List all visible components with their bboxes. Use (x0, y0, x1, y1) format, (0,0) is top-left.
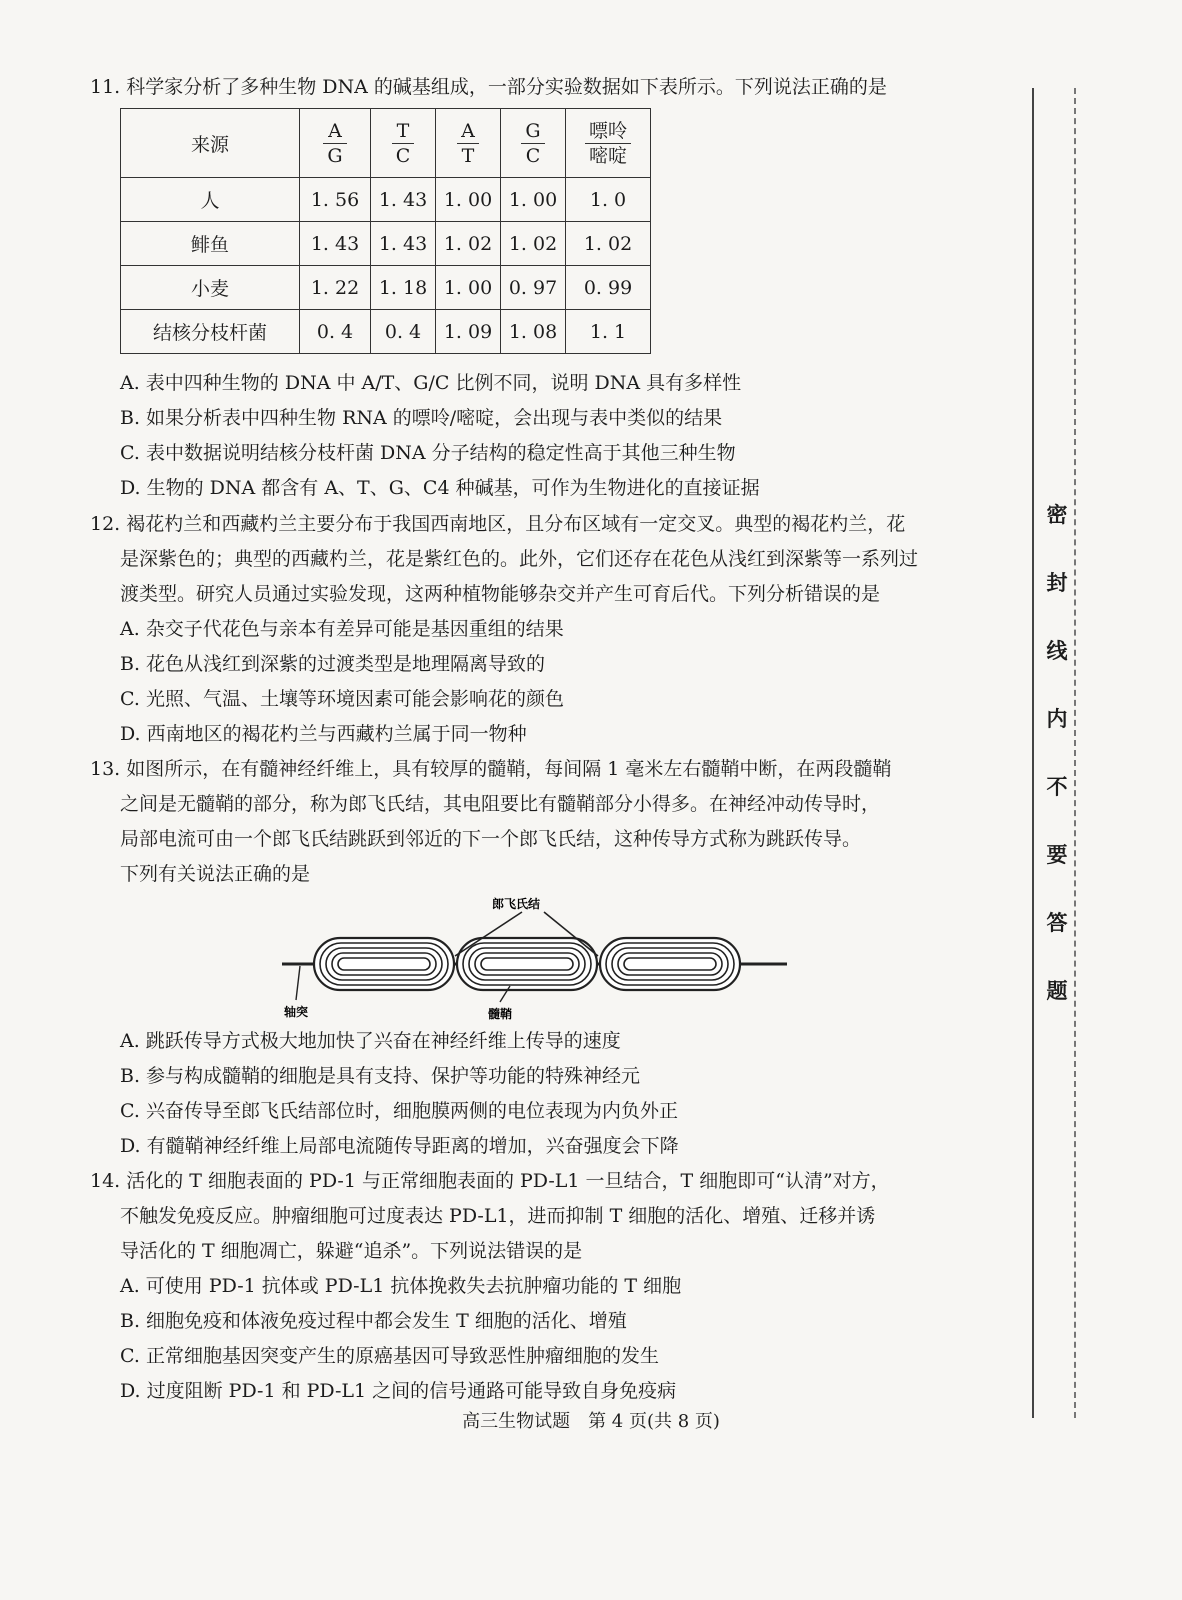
table-cell: 0. 97 (501, 266, 566, 310)
header-purine-pyrimidine: $\frac{\text{嘌呤}}{\text{嘧啶}}$ (566, 109, 651, 178)
q13-option-a: A. 跳跃传导方式极大地加快了兴奋在神经纤维上传导的速度 (120, 1030, 621, 1052)
seal-char: 要 (1046, 843, 1068, 867)
row-source: 结核分枝杆菌 (121, 310, 300, 354)
q11-option-d: D. 生物的 DNA 都含有 A、T、G、C4 种碱基，可作为生物进化的直接证据 (120, 477, 760, 499)
q13-option-d: D. 有髓鞘神经纤维上局部电流随传导距离的增加，兴奋强度会下降 (120, 1135, 679, 1157)
seal-char: 内 (1046, 707, 1068, 731)
label-myelin-sheath: 髓鞘 (488, 1007, 513, 1021)
q14-stem-line2: 不触发免疫反应。肿瘤细胞可过度表达 PD-L1，进而抑制 T 细胞的活化、增殖、迁移并诱 (120, 1205, 876, 1227)
q11-option-a: A. 表中四种生物的 DNA 中 A/T、G/C 比例不同，说明 DNA 具有多样性 (120, 372, 742, 394)
q12-option-c: C. 光照、气温、土壤等环境因素可能会影响花的颜色 (120, 688, 564, 710)
table-cell: 1. 00 (436, 266, 501, 310)
q13-stem-line2: 之间是无髓鞘的部分，称为郎飞氏结，其电阻要比有髓鞘部分小得多。在神经冲动传导时， (120, 793, 881, 815)
header-source: 来源 (121, 109, 300, 178)
seal-char: 线 (1046, 639, 1068, 663)
table-cell: 0. 4 (300, 310, 371, 354)
table-cell: 1. 08 (501, 310, 566, 354)
table-cell: 1. 02 (501, 222, 566, 266)
q14-stem-line3: 导活化的 T 细胞凋亡，躲避“追杀”。下列说法错误的是 (120, 1240, 583, 1262)
q13-stem-line3: 局部电流可由一个郎飞氏结跳跃到邻近的下一个郎飞氏结，这种传导方式称为跳跃传导。 (120, 828, 862, 850)
table-cell: 1. 43 (300, 222, 371, 266)
table-cell: 1. 09 (436, 310, 501, 354)
table-cell: 1. 02 (436, 222, 501, 266)
q14-option-d: D. 过度阻断 PD-1 和 PD-L1 之间的信号通路可能导致自身免疫病 (120, 1380, 677, 1402)
table-cell: 0. 99 (566, 266, 651, 310)
q12-stem-line2: 是深紫色的；典型的西藏杓兰，花是紫红色的。此外，它们还存在花色从浅红到深紫等一系列过 (120, 548, 919, 570)
label-axon: 轴突 (284, 1005, 309, 1019)
q12-option-d: D. 西南地区的褐花杓兰与西藏杓兰属于同一物种 (120, 723, 527, 745)
q11-option-c: C. 表中数据说明结核分枝杆菌 DNA 分子结构的稳定性高于其他三种生物 (120, 442, 736, 464)
q14-stem-line1: 14. 活化的 T 细胞表面的 PD-1 与正常细胞表面的 PD-L1 一旦结合，T 细胞即可“认清”对方， (90, 1170, 890, 1192)
table-cell: 1. 43 (371, 178, 436, 222)
q13-option-c: C. 兴奋传导至郎飞氏结部位时，细胞膜两侧的电位表现为内负外正 (120, 1100, 678, 1122)
row-source: 鲱鱼 (121, 222, 300, 266)
table-header-row (121, 109, 651, 178)
seal-char: 题 (1046, 979, 1068, 1003)
q13-stem-line4: 下列有关说法正确的是 (120, 863, 311, 885)
row-source: 人 (121, 178, 300, 222)
myelin-sheath-1 (314, 938, 454, 990)
myelin-sheath-3 (600, 938, 740, 990)
table-row (121, 222, 651, 266)
table-cell: 1. 00 (501, 178, 566, 222)
dna-base-table (120, 108, 651, 354)
q11-stem: 11. 科学家分析了多种生物 DNA 的碱基组成，一部分实验数据如下表所示。下列说法正确的是 (90, 76, 887, 98)
axon-pointer (296, 966, 300, 1000)
nerve-fiber-diagram (282, 890, 802, 1025)
table-row (121, 178, 651, 222)
q14-option-b: B. 细胞免疫和体液免疫过程中都会发生 T 细胞的活化、增殖 (120, 1310, 627, 1332)
table-cell: 1. 43 (371, 222, 436, 266)
seal-dashed-line (1074, 88, 1076, 1418)
q12-stem-line3: 渡类型。研究人员通过实验发现，这两种植物能够杂交并产生可育后代。下列分析错误的是 (120, 583, 881, 605)
seal-line-text (1042, 505, 1072, 1049)
q12-option-b: B. 花色从浅红到深紫的过渡类型是地理隔离导致的 (120, 653, 546, 675)
q12-option-a: A. 杂交子代花色与亲本有差异可能是基因重组的结果 (120, 618, 564, 640)
table-cell: 1. 1 (566, 310, 651, 354)
header-a-t: $\frac{A}{T}$ (436, 109, 501, 178)
myelinated-nerve-figure (282, 890, 802, 1025)
seal-char: 答 (1046, 911, 1068, 935)
table-row (121, 310, 651, 354)
table-cell: 1. 00 (436, 178, 501, 222)
seal-char: 封 (1046, 571, 1068, 595)
seal-char: 不 (1046, 775, 1068, 799)
table-cell: 0. 4 (371, 310, 436, 354)
table-cell: 1. 18 (371, 266, 436, 310)
table-cell: 1. 0 (566, 178, 651, 222)
header-t-c: $\frac{T}{C}$ (371, 109, 436, 178)
label-node-of-ranvier: 郎飞氏结 (492, 897, 541, 911)
q14-option-c: C. 正常细胞基因突变产生的原癌基因可导致恶性肿瘤细胞的发生 (120, 1345, 659, 1367)
q14-option-a: A. 可使用 PD-1 抗体或 PD-L1 抗体挽救失去抗肿瘤功能的 T 细胞 (120, 1275, 682, 1297)
header-a-g: $\frac{A}{G}$ (300, 109, 371, 178)
q13-option-b: B. 参与构成髓鞘的细胞是具有支持、保护等功能的特殊神经元 (120, 1065, 641, 1087)
seal-char: 密 (1046, 503, 1068, 527)
q12-stem-line1: 12. 褐花杓兰和西藏杓兰主要分布于我国西南地区，且分布区域有一定交叉。典型的褐花杓兰，花 (90, 513, 906, 535)
table-row (121, 266, 651, 310)
table-cell: 1. 22 (300, 266, 371, 310)
row-source: 小麦 (121, 266, 300, 310)
table-cell: 1. 56 (300, 178, 371, 222)
page-footer: 高三生物试题 第 4 页(共 8 页) (462, 1411, 720, 1432)
table-cell: 1. 02 (566, 222, 651, 266)
q13-stem-line1: 13. 如图所示，在有髓神经纤维上，具有较厚的髓鞘，每间隔 1 毫米左右髓鞘中断，在两段髓鞘 (90, 758, 892, 780)
myelin-sheath-2 (457, 938, 597, 990)
q11-option-b: B. 如果分析表中四种生物 RNA 的嘌呤/嘧啶，会出现与表中类似的结果 (120, 407, 723, 429)
header-g-c: $\frac{G}{C}$ (501, 109, 566, 178)
